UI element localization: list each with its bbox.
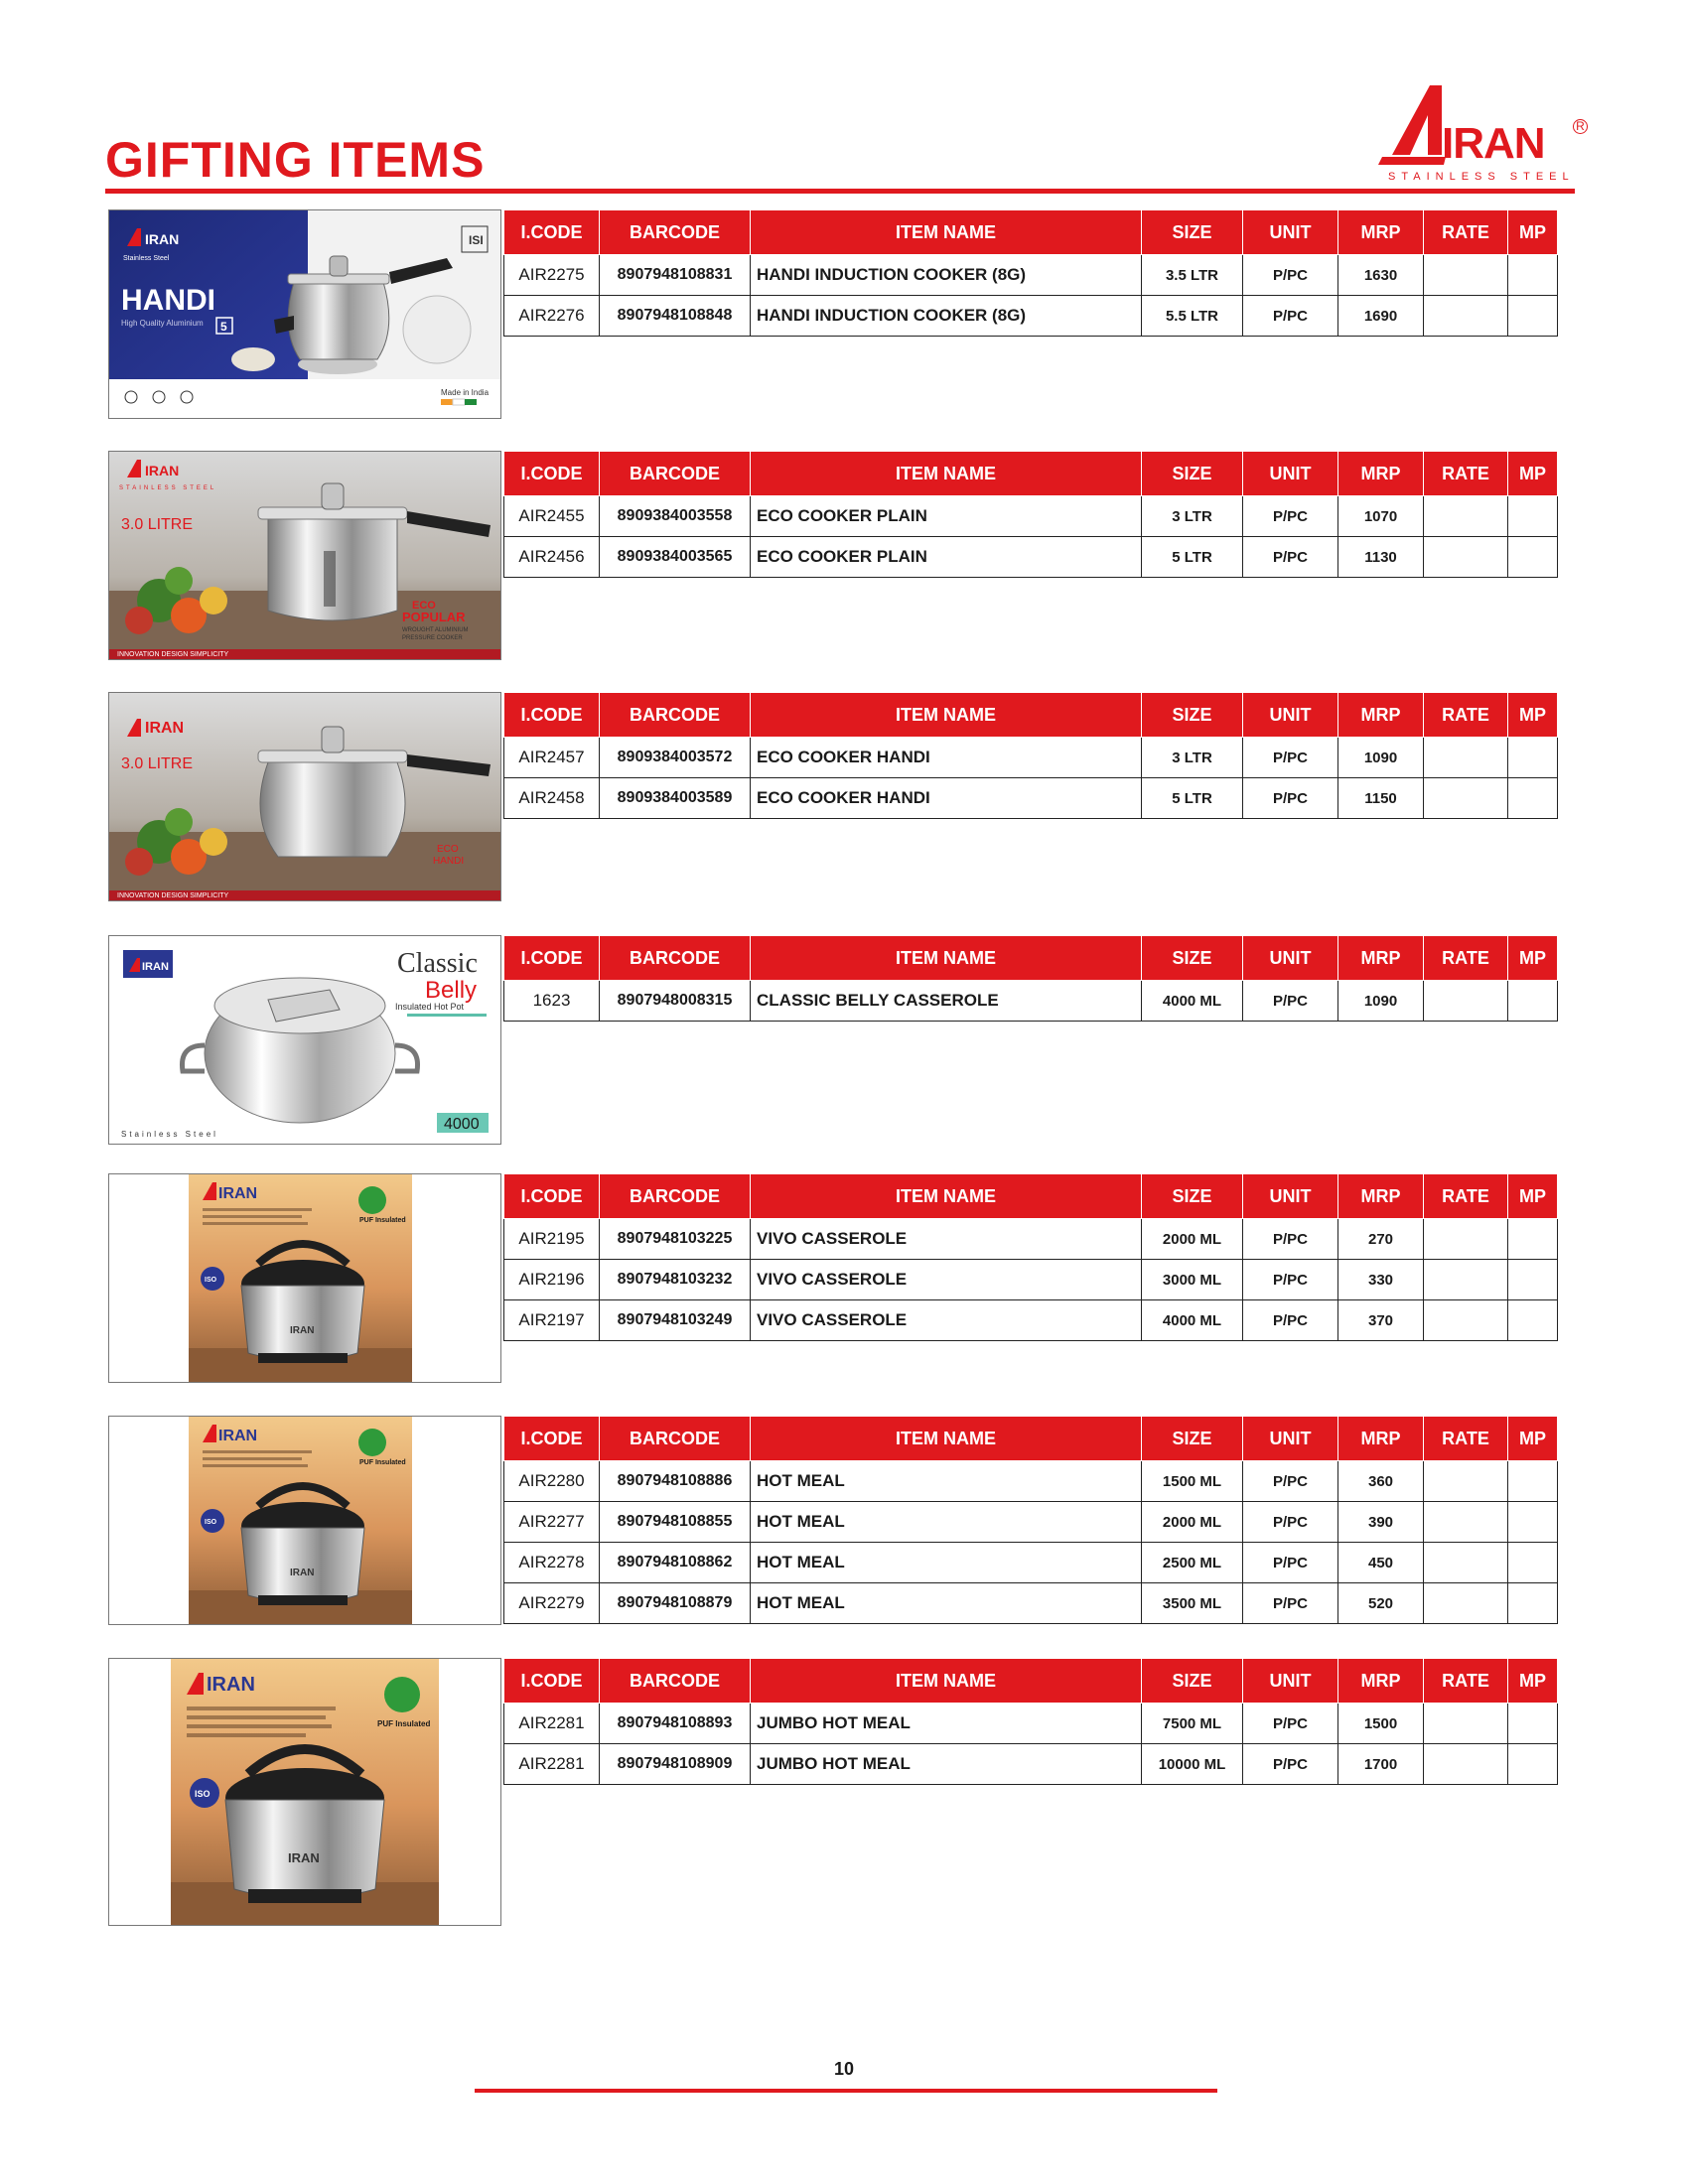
cell-rate	[1424, 1744, 1508, 1785]
cell-icode: AIR2280	[504, 1461, 600, 1502]
cell-mrp: 330	[1338, 1260, 1424, 1300]
cell-rate	[1424, 1461, 1508, 1502]
cell-rate	[1424, 738, 1508, 778]
col-icode: I.CODE	[504, 936, 600, 981]
svg-text:ISO: ISO	[205, 1519, 217, 1526]
col-rate: RATE	[1424, 210, 1508, 255]
col-item-name: ITEM NAME	[751, 693, 1142, 738]
table-row	[504, 537, 1558, 578]
table-header-row	[504, 693, 1558, 738]
col-rate: RATE	[1424, 1174, 1508, 1219]
table-row	[504, 1260, 1558, 1300]
cell-mp	[1508, 1300, 1558, 1341]
cell-mp	[1508, 1461, 1558, 1502]
cell-unit: P/PC	[1243, 496, 1338, 537]
cell-mrp: 360	[1338, 1461, 1424, 1502]
product-image-eco-handi	[108, 692, 501, 901]
col-mp: MP	[1508, 1659, 1558, 1704]
col-mrp: MRP	[1338, 936, 1424, 981]
col-item-name: ITEM NAME	[751, 1174, 1142, 1219]
cell-rate	[1424, 1219, 1508, 1260]
cell-rate	[1424, 537, 1508, 578]
cell-item-name: ECO COOKER PLAIN	[751, 496, 1142, 537]
cell-rate	[1424, 496, 1508, 537]
col-mp: MP	[1508, 693, 1558, 738]
cell-barcode: 8907948108862	[600, 1543, 751, 1583]
svg-text:PUF Insulated: PUF Insulated	[359, 1217, 406, 1224]
cell-rate	[1424, 1260, 1508, 1300]
cell-icode: AIR2196	[504, 1260, 600, 1300]
cell-size: 3.5 LTR	[1142, 255, 1243, 296]
cell-item-name: ECO COOKER HANDI	[751, 738, 1142, 778]
svg-text:IRAN: IRAN	[288, 1850, 320, 1865]
col-icode: I.CODE	[504, 1417, 600, 1461]
page-title: GIFTING ITEMS	[105, 132, 486, 188]
cell-mrp: 1690	[1338, 296, 1424, 337]
cell-unit: P/PC	[1243, 1260, 1338, 1300]
cell-icode: AIR2458	[504, 778, 600, 819]
col-barcode: BARCODE	[600, 1417, 751, 1461]
cell-rate	[1424, 1502, 1508, 1543]
footer-rule	[475, 2089, 1217, 2093]
col-item-name: ITEM NAME	[751, 210, 1142, 255]
cell-rate	[1424, 255, 1508, 296]
table-row	[504, 981, 1558, 1022]
table-row	[504, 778, 1558, 819]
svg-text:ISO: ISO	[195, 1789, 211, 1799]
product-table-jumbo-hot-meal	[503, 1658, 1558, 1785]
cell-size: 4000 ML	[1142, 1300, 1243, 1341]
cell-size: 3 LTR	[1142, 496, 1243, 537]
table-row	[504, 1219, 1558, 1260]
cell-item-name: HOT MEAL	[751, 1583, 1142, 1624]
col-unit: UNIT	[1243, 936, 1338, 981]
svg-text:3.0 LITRE: 3.0 LITRE	[121, 755, 194, 772]
col-mp: MP	[1508, 452, 1558, 496]
cell-item-name: HANDI INDUCTION COOKER (8G)	[751, 255, 1142, 296]
col-mp: MP	[1508, 1417, 1558, 1461]
svg-text:INNOVATION DESIGN SIMPLICI: INNOVATION DESIGN SIMPLICITY	[117, 892, 229, 899]
svg-text:HANDI: HANDI	[121, 284, 215, 317]
svg-text:PUF Insulated: PUF Insulated	[377, 1719, 431, 1728]
table-row	[504, 738, 1558, 778]
product-image-hot-meal	[108, 1416, 501, 1625]
product-table-handi	[503, 209, 1558, 337]
cell-item-name: VIVO CASSEROLE	[751, 1219, 1142, 1260]
cell-mp	[1508, 255, 1558, 296]
cell-size: 10000 ML	[1142, 1744, 1243, 1785]
col-item-name: ITEM NAME	[751, 452, 1142, 496]
col-unit: UNIT	[1243, 1659, 1338, 1704]
col-barcode: BARCODE	[600, 693, 751, 738]
table-row	[504, 1583, 1558, 1624]
cell-mp	[1508, 738, 1558, 778]
brand-tagline: STAINLESS STEEL	[1388, 171, 1575, 183]
col-mrp: MRP	[1338, 1174, 1424, 1219]
cell-size: 2000 ML	[1142, 1219, 1243, 1260]
svg-text:Classic: Classic	[397, 948, 478, 979]
svg-text:POPULAR: POPULAR	[402, 610, 466, 624]
cell-mrp: 1150	[1338, 778, 1424, 819]
cell-mrp: 1500	[1338, 1704, 1424, 1744]
col-mrp: MRP	[1338, 210, 1424, 255]
col-size: SIZE	[1142, 452, 1243, 496]
table-row	[504, 1300, 1558, 1341]
col-unit: UNIT	[1243, 1417, 1338, 1461]
col-size: SIZE	[1142, 693, 1243, 738]
col-size: SIZE	[1142, 1174, 1243, 1219]
cell-unit: P/PC	[1243, 1461, 1338, 1502]
table-header-row	[504, 1174, 1558, 1219]
cell-item-name: JUMBO HOT MEAL	[751, 1744, 1142, 1785]
cell-mp	[1508, 296, 1558, 337]
svg-text:WROUGHT ALUMINIUM: WROUGHT ALUMINIUM	[402, 627, 469, 633]
table-row	[504, 496, 1558, 537]
svg-text:HANDI: HANDI	[433, 856, 465, 867]
cell-unit: P/PC	[1243, 1744, 1338, 1785]
svg-text:High Quality Aluminium: High Quality Aluminium	[121, 319, 204, 328]
svg-text:IRAN: IRAN	[145, 231, 180, 247]
cell-unit: P/PC	[1243, 738, 1338, 778]
col-unit: UNIT	[1243, 693, 1338, 738]
cell-item-name: HANDI INDUCTION COOKER (8G)	[751, 296, 1142, 337]
product-table-eco-handi	[503, 692, 1558, 819]
col-barcode: BARCODE	[600, 210, 751, 255]
svg-text:Stainless Steel: Stainless Steel	[123, 255, 170, 262]
cell-mp	[1508, 1744, 1558, 1785]
cell-size: 3500 ML	[1142, 1583, 1243, 1624]
svg-text:IRAN: IRAN	[290, 1325, 315, 1336]
cell-barcode: 8907948103249	[600, 1300, 751, 1341]
table-row	[504, 1704, 1558, 1744]
cell-unit: P/PC	[1243, 296, 1338, 337]
cell-size: 7500 ML	[1142, 1704, 1243, 1744]
cell-barcode: 8909384003589	[600, 778, 751, 819]
cell-mp	[1508, 1219, 1558, 1260]
svg-text:PRESSURE COOKER: PRESSURE COOKER	[402, 635, 463, 641]
cell-size: 1500 ML	[1142, 1461, 1243, 1502]
product-image-handi	[108, 209, 501, 419]
cell-barcode: 8907948108848	[600, 296, 751, 337]
svg-text:IRAN: IRAN	[218, 1185, 258, 1202]
col-mrp: MRP	[1338, 452, 1424, 496]
cell-unit: P/PC	[1243, 1219, 1338, 1260]
table-header-row	[504, 1659, 1558, 1704]
col-rate: RATE	[1424, 1659, 1508, 1704]
cell-mp	[1508, 496, 1558, 537]
cell-item-name: HOT MEAL	[751, 1502, 1142, 1543]
cell-icode: AIR2279	[504, 1583, 600, 1624]
cell-mrp: 1070	[1338, 496, 1424, 537]
cell-mp	[1508, 981, 1558, 1022]
product-image-vivo-casserole	[108, 1173, 501, 1383]
product-table-vivo-casserole	[503, 1173, 1558, 1341]
cell-rate	[1424, 1704, 1508, 1744]
cell-mrp: 270	[1338, 1219, 1424, 1260]
cell-size: 5 LTR	[1142, 537, 1243, 578]
cell-mp	[1508, 1583, 1558, 1624]
cell-barcode: 8907948008315	[600, 981, 751, 1022]
svg-text:INNOVATION DESIGN SIMPLICI: INNOVATION DESIGN SIMPLICITY	[117, 651, 229, 658]
col-barcode: BARCODE	[600, 452, 751, 496]
col-barcode: BARCODE	[600, 936, 751, 981]
cell-item-name: HOT MEAL	[751, 1543, 1142, 1583]
cell-barcode: 8907948108831	[600, 255, 751, 296]
cell-barcode: 8907948108909	[600, 1744, 751, 1785]
cell-mrp: 450	[1338, 1543, 1424, 1583]
product-image-jumbo-hot-meal	[108, 1658, 501, 1926]
svg-text:ECO: ECO	[412, 600, 436, 612]
col-rate: RATE	[1424, 1417, 1508, 1461]
col-item-name: ITEM NAME	[751, 936, 1142, 981]
cell-mp	[1508, 778, 1558, 819]
cell-mrp: 1090	[1338, 738, 1424, 778]
cell-icode: AIR2456	[504, 537, 600, 578]
cell-unit: P/PC	[1243, 1300, 1338, 1341]
cell-unit: P/PC	[1243, 778, 1338, 819]
cell-mrp: 370	[1338, 1300, 1424, 1341]
cell-mrp: 390	[1338, 1502, 1424, 1543]
svg-text:Belly: Belly	[425, 977, 478, 1004]
col-mp: MP	[1508, 210, 1558, 255]
table-row	[504, 1543, 1558, 1583]
cell-mp	[1508, 537, 1558, 578]
cell-unit: P/PC	[1243, 1543, 1338, 1583]
col-rate: RATE	[1424, 452, 1508, 496]
svg-text:5: 5	[220, 320, 227, 334]
col-size: SIZE	[1142, 936, 1243, 981]
cell-item-name: JUMBO HOT MEAL	[751, 1704, 1142, 1744]
cell-rate	[1424, 1543, 1508, 1583]
col-size: SIZE	[1142, 1417, 1243, 1461]
col-rate: RATE	[1424, 693, 1508, 738]
svg-text:IRAN: IRAN	[207, 1674, 255, 1696]
brand-name: IRAN	[1442, 119, 1545, 168]
svg-text:ECO: ECO	[437, 844, 459, 855]
product-image-classic-belly	[108, 935, 501, 1145]
cell-icode: 1623	[504, 981, 600, 1022]
cell-item-name: ECO COOKER PLAIN	[751, 537, 1142, 578]
cell-icode: AIR2195	[504, 1219, 600, 1260]
svg-text:ISI: ISI	[469, 233, 484, 247]
page-number: 10	[833, 2059, 855, 2079]
cell-size: 4000 ML	[1142, 981, 1243, 1022]
cell-barcode: 8907948103232	[600, 1260, 751, 1300]
cell-barcode: 8909384003565	[600, 537, 751, 578]
cell-icode: AIR2275	[504, 255, 600, 296]
cell-unit: P/PC	[1243, 1583, 1338, 1624]
svg-text:Stainless Steel: Stainless Steel	[121, 1130, 218, 1139]
cell-unit: P/PC	[1243, 1502, 1338, 1543]
svg-text:IRAN: IRAN	[145, 720, 185, 737]
svg-text:IRAN: IRAN	[218, 1428, 258, 1444]
cell-barcode: 8909384003572	[600, 738, 751, 778]
cell-size: 3 LTR	[1142, 738, 1243, 778]
col-size: SIZE	[1142, 1659, 1243, 1704]
col-unit: UNIT	[1243, 1174, 1338, 1219]
cell-mp	[1508, 1502, 1558, 1543]
cell-unit: P/PC	[1243, 255, 1338, 296]
table-header-row	[504, 452, 1558, 496]
cell-icode: AIR2197	[504, 1300, 600, 1341]
cell-rate	[1424, 1583, 1508, 1624]
cell-size: 5 LTR	[1142, 778, 1243, 819]
table-row	[504, 1461, 1558, 1502]
cell-rate	[1424, 778, 1508, 819]
svg-text:IRAN: IRAN	[142, 961, 169, 973]
svg-text:4000: 4000	[444, 1116, 480, 1133]
cell-mp	[1508, 1543, 1558, 1583]
cell-mrp: 1090	[1338, 981, 1424, 1022]
cell-rate	[1424, 296, 1508, 337]
cell-mrp: 1130	[1338, 537, 1424, 578]
col-item-name: ITEM NAME	[751, 1659, 1142, 1704]
svg-text:IRAN: IRAN	[145, 463, 180, 478]
col-unit: UNIT	[1243, 210, 1338, 255]
table-row	[504, 1744, 1558, 1785]
svg-text:Insulated Hot Pot: Insulated Hot Pot	[395, 1002, 465, 1012]
table-header-row	[504, 210, 1558, 255]
table-header-row	[504, 1417, 1558, 1461]
cell-item-name: VIVO CASSEROLE	[751, 1300, 1142, 1341]
col-icode: I.CODE	[504, 693, 600, 738]
col-size: SIZE	[1142, 210, 1243, 255]
cell-item-name: CLASSIC BELLY CASSEROLE	[751, 981, 1142, 1022]
svg-text:IRAN: IRAN	[290, 1568, 315, 1578]
cell-icode: AIR2281	[504, 1744, 600, 1785]
col-mp: MP	[1508, 1174, 1558, 1219]
product-table-hot-meal	[503, 1416, 1558, 1624]
product-table-eco-plain	[503, 451, 1558, 578]
title-underline	[105, 189, 1575, 194]
cell-barcode: 8909384003558	[600, 496, 751, 537]
cell-item-name: ECO COOKER HANDI	[751, 778, 1142, 819]
col-barcode: BARCODE	[600, 1174, 751, 1219]
cell-item-name: HOT MEAL	[751, 1461, 1142, 1502]
product-table-classic-belly	[503, 935, 1558, 1022]
table-row	[504, 1502, 1558, 1543]
svg-text:PUF Insulated: PUF Insulated	[359, 1459, 406, 1466]
cell-barcode: 8907948103225	[600, 1219, 751, 1260]
registered-mark: R	[1573, 119, 1588, 134]
cell-mrp: 1630	[1338, 255, 1424, 296]
col-rate: RATE	[1424, 936, 1508, 981]
cell-mp	[1508, 1260, 1558, 1300]
col-barcode: BARCODE	[600, 1659, 751, 1704]
cell-barcode: 8907948108879	[600, 1583, 751, 1624]
cell-barcode: 8907948108855	[600, 1502, 751, 1543]
cell-icode: AIR2455	[504, 496, 600, 537]
cell-mrp: 520	[1338, 1583, 1424, 1624]
col-unit: UNIT	[1243, 452, 1338, 496]
cell-rate	[1424, 981, 1508, 1022]
cell-mrp: 1700	[1338, 1744, 1424, 1785]
svg-text:Made in India: Made in India	[441, 388, 490, 397]
col-mrp: MRP	[1338, 693, 1424, 738]
col-mrp: MRP	[1338, 1659, 1424, 1704]
table-header-row	[504, 936, 1558, 981]
col-mp: MP	[1508, 936, 1558, 981]
cell-size: 2500 ML	[1142, 1543, 1243, 1583]
cell-unit: P/PC	[1243, 1704, 1338, 1744]
col-icode: I.CODE	[504, 1659, 600, 1704]
cell-icode: AIR2278	[504, 1543, 600, 1583]
cell-icode: AIR2276	[504, 296, 600, 337]
cell-size: 2000 ML	[1142, 1502, 1243, 1543]
col-icode: I.CODE	[504, 210, 600, 255]
cell-icode: AIR2281	[504, 1704, 600, 1744]
cell-size: 3000 ML	[1142, 1260, 1243, 1300]
col-item-name: ITEM NAME	[751, 1417, 1142, 1461]
col-mrp: MRP	[1338, 1417, 1424, 1461]
svg-text:ISO: ISO	[205, 1277, 217, 1284]
table-row	[504, 255, 1558, 296]
col-icode: I.CODE	[504, 452, 600, 496]
table-row	[504, 296, 1558, 337]
cell-icode: AIR2457	[504, 738, 600, 778]
cell-mp	[1508, 1704, 1558, 1744]
svg-text:STAINLESS STEEL: STAINLESS STEEL	[119, 485, 217, 491]
cell-unit: P/PC	[1243, 981, 1338, 1022]
cell-unit: P/PC	[1243, 537, 1338, 578]
cell-barcode: 8907948108893	[600, 1704, 751, 1744]
cell-rate	[1424, 1300, 1508, 1341]
cell-item-name: VIVO CASSEROLE	[751, 1260, 1142, 1300]
cell-icode: AIR2277	[504, 1502, 600, 1543]
svg-text:3.0 LITRE: 3.0 LITRE	[121, 516, 194, 533]
cell-barcode: 8907948108886	[600, 1461, 751, 1502]
col-icode: I.CODE	[504, 1174, 600, 1219]
cell-size: 5.5 LTR	[1142, 296, 1243, 337]
product-image-eco-plain	[108, 451, 501, 660]
